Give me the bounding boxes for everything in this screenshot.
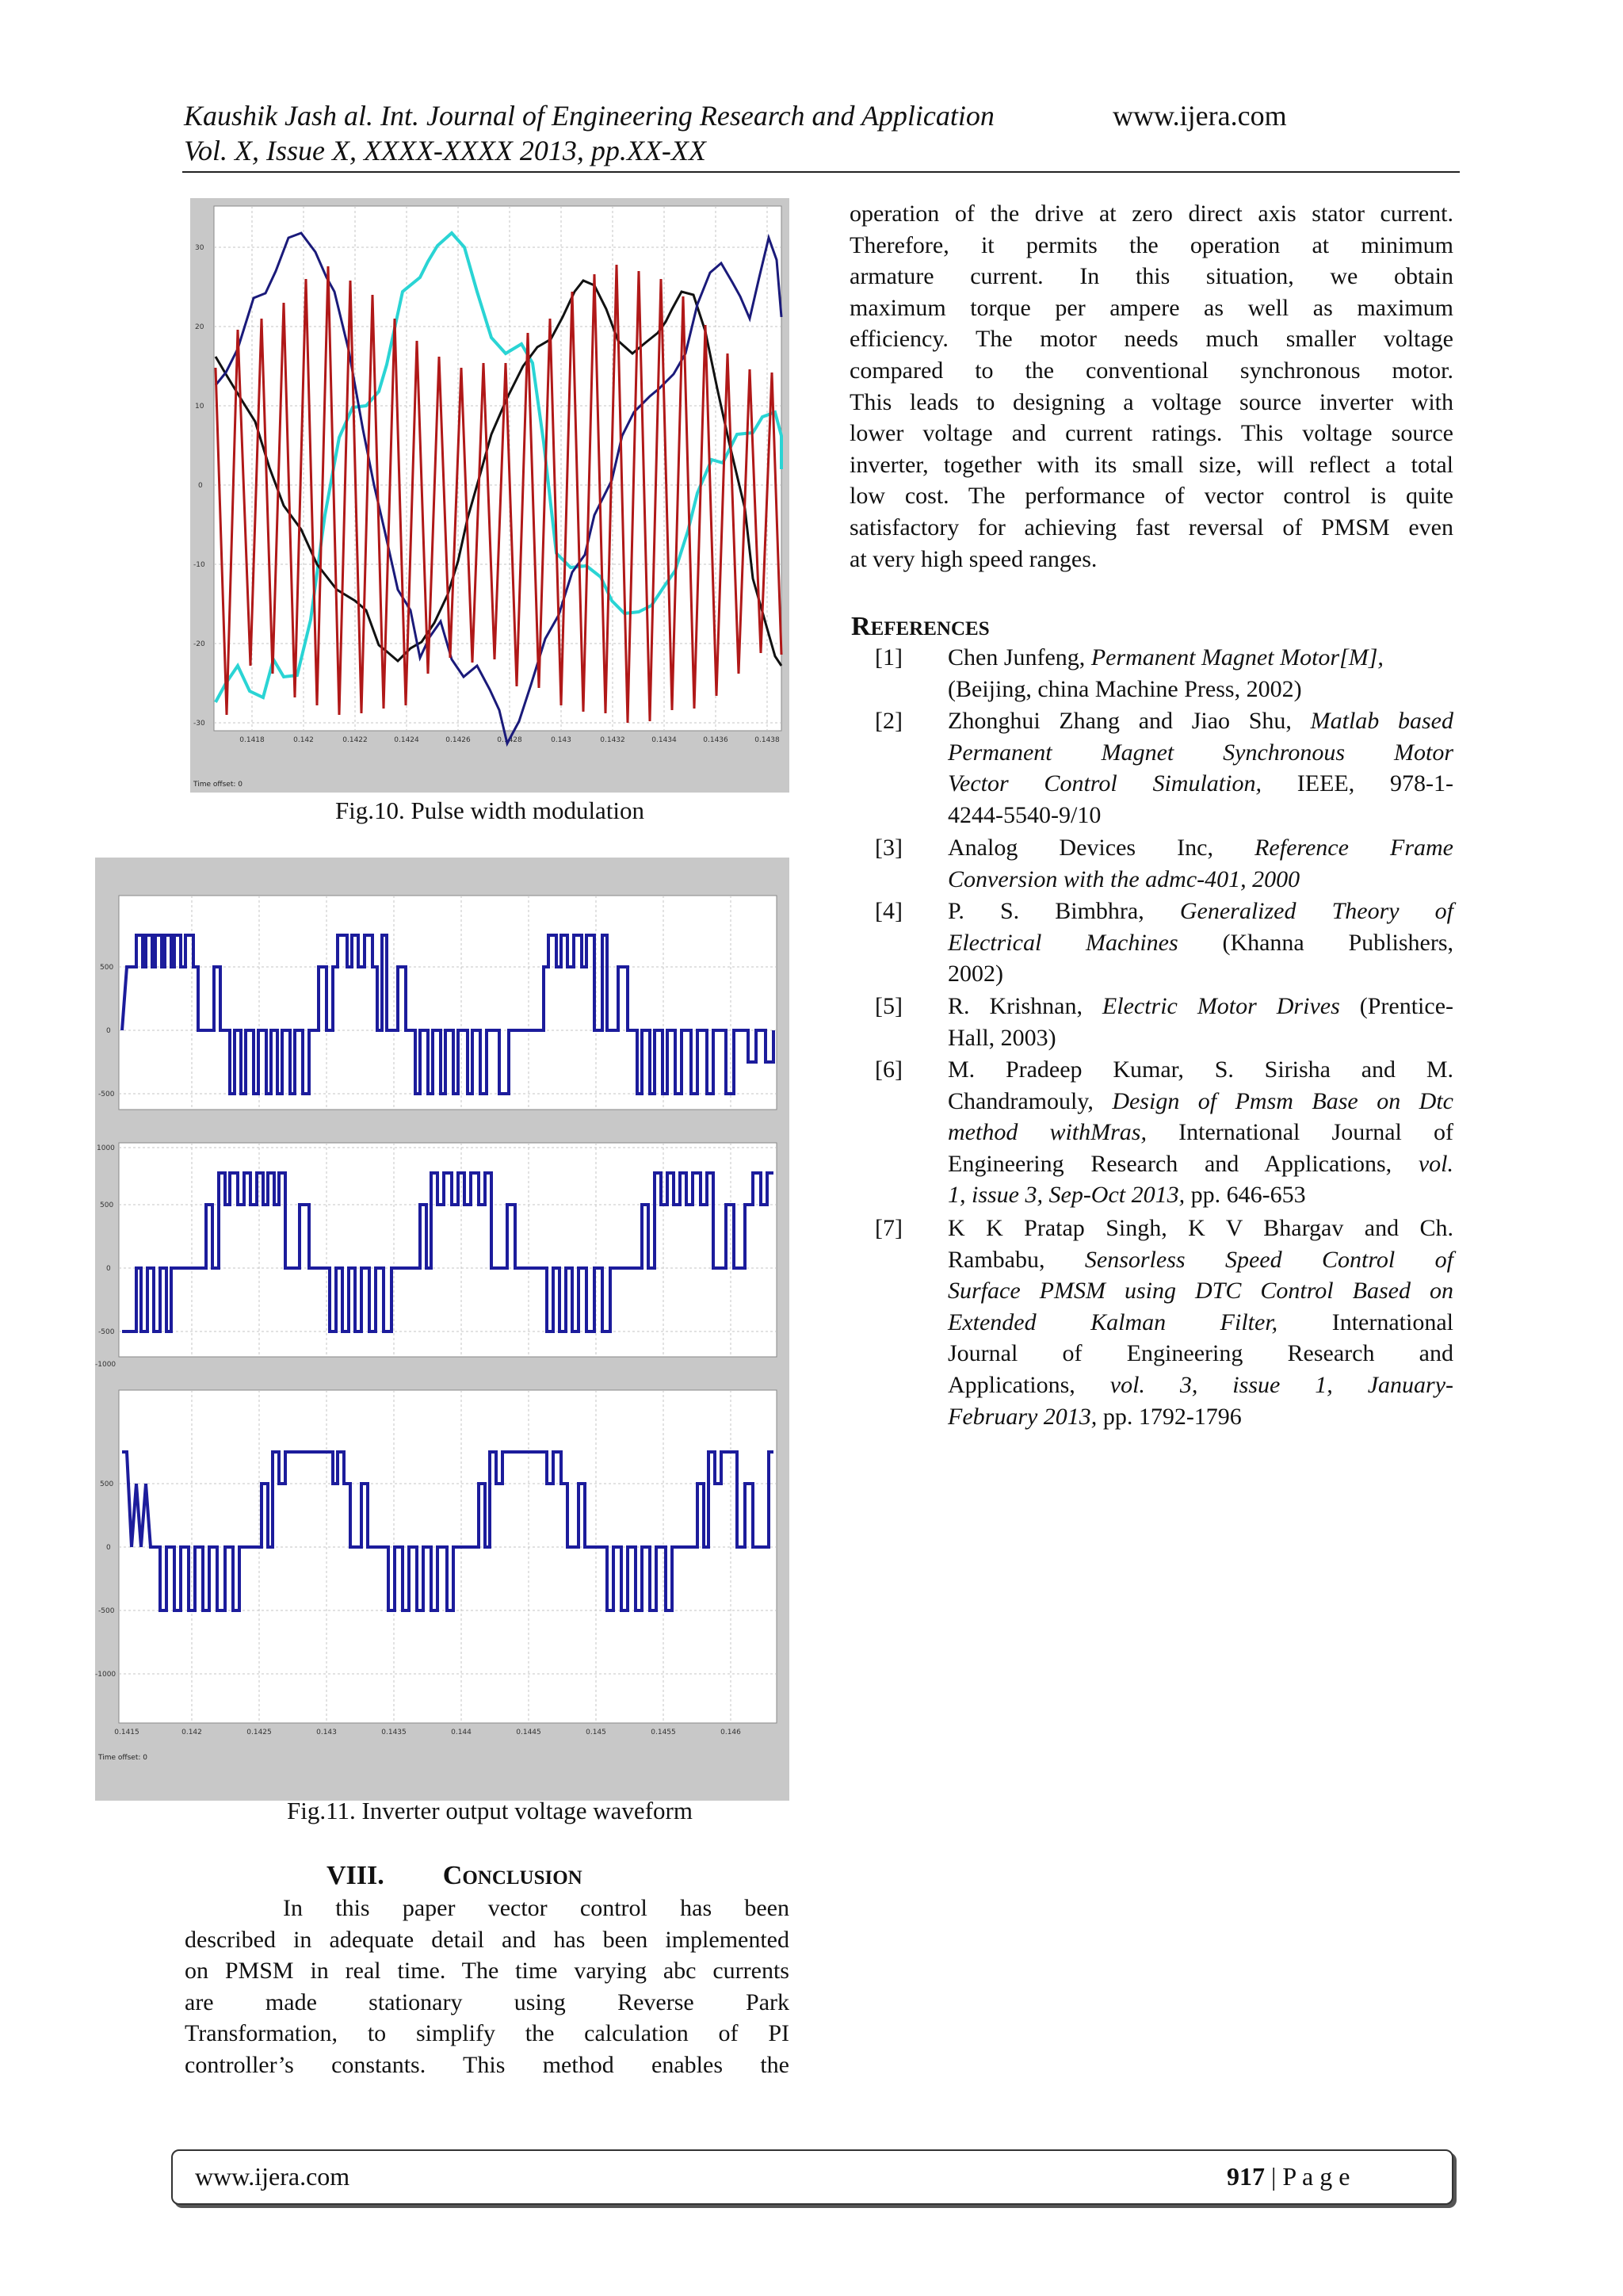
header-rule [182,171,1460,173]
reference-text: (Prentice- [1339,993,1453,1019]
reference-text: Journal of Engineering Research and [948,1340,1453,1367]
reference-text: International [1277,1308,1453,1335]
body-line: operation of the drive at zero direct axis stator current. [850,201,1453,227]
conclusion-line: on PMSM in real time. The time varying abc currents [185,1958,789,1985]
fig10-y-tick: 0 [198,482,203,490]
running-header-journal: Kaushik Jash al. Int. Journal of Engineering Research and Application [184,100,995,132]
conclusion-title-rest: ONCLUSION [462,1867,582,1889]
figure-10-caption: Fig.10. Pulse width modulation [334,797,645,824]
reference-text: K K Pratap Singh, K V Bhargav and Ch. [948,1215,1453,1241]
fig10-x-tick: 0.1432 [600,736,625,744]
conclusion-line: In this paper vector control has been [283,1895,789,1921]
page-label: P a g e [1282,2162,1350,2191]
fig10-y-tick: 10 [195,403,204,411]
fig10-x-tick: 0.1426 [445,736,471,744]
reference-text: pp. 1792-1796 [1097,1403,1242,1430]
reference-text: Rambabu, [948,1246,1085,1273]
reference-number: [3] [875,835,903,861]
reference-number: [7] [875,1215,903,1241]
page-separator: | [1265,2162,1283,2191]
conclusion-line: described in adequate detail and has been implemented [185,1926,789,1953]
reference-title: Conversion with the admc-401, 2000 [948,865,1300,892]
fig11-x-tick: 0.143 [316,1729,337,1736]
fig11-panel-1 [119,896,777,1110]
body-line: Therefore, it permits the operation at minimum [850,231,1453,258]
fig11-x-tick: 0.1445 [516,1729,541,1736]
reference-number: [6] [875,1056,903,1083]
references-heading [851,610,990,645]
body-line: low cost. The performance of vector control is quite [850,483,1453,510]
reference-number: [1] [875,644,903,670]
page-number: 917 [1227,2162,1265,2191]
reference-number: [2] [875,708,903,734]
reference-title: Permanent Magnet Synchronous Motor [948,739,1453,766]
fig10-y-tick: 20 [195,323,204,331]
fig10-y-tick: -30 [193,720,205,728]
reference-venue: vol. 3, issue 1, January- [1109,1371,1453,1398]
fig10-x-tick: 0.143 [551,736,571,744]
footer-website[interactable]: www.ijera.com [195,2162,350,2191]
fig10-y-tick: 30 [195,244,204,252]
reference-text: M. Pradeep Kumar, S. Sirisha and M. [948,1056,1453,1083]
fig11-panel-1-y-ticks [98,964,115,1098]
conclusion-paragraph [185,1893,789,2081]
body-line: satisfactory for achieving fast reversal of PMSM even [850,514,1453,541]
body-line: compared to the conventional synchronous motor. [850,357,1453,384]
fig11-y-tick: 0 [106,1027,111,1035]
reference-title: Sensorless Speed Control of [1084,1246,1453,1273]
reference-title: Permanent Magnet Motor[M], [1090,644,1384,670]
conclusion-line: Transformation, to simplify the calculation of PI [185,2020,789,2047]
fig11-y-tick: 0 [106,1265,111,1273]
fig11-time-offset: Time offset: 0 [98,1754,147,1762]
body-line: efficiency. The motor needs much smaller voltage [850,326,1453,353]
reference-title: Vector Control Simulation, [948,770,1262,797]
reference-number: [4] [875,898,903,924]
body-line: armature current. In this situation, we obtain [850,263,1453,290]
fig11-x-ticks [114,1729,741,1736]
fig11-panel-3-y-ticks [95,1480,116,1679]
fig10-x-tick: 0.142 [293,736,314,744]
reference-text: Applications, [948,1371,1110,1398]
body-line: This leads to designing a voltage source inverter with [850,388,1453,415]
fig11-y-tick: 500 [100,1480,114,1488]
reference-text: R. Krishnan, [948,993,1102,1019]
running-header-volume: Vol. X, Issue X, XXXX-XXXX 2013, pp.XX-XX [184,135,706,166]
reference-title: Reference Frame [1254,835,1453,861]
right-column-paragraph [850,198,1453,575]
fig11-y-tick: -1000 [95,1361,116,1369]
reference-text: pp. 646-653 [1185,1182,1306,1209]
reference-venue: vol. [1418,1150,1453,1177]
conclusion-title-initial: C [442,1861,463,1890]
fig11-y-tick: 0 [106,1544,111,1552]
fig10-x-tick: 0.1434 [651,736,677,744]
fig10-x-tick: 0.1424 [394,736,419,744]
references-title-initial: R [851,612,871,641]
reference-title: Electric Motor Drives [1102,993,1340,1019]
reference-title: Extended Kalman Filter, [948,1308,1278,1335]
reference-title: Generalized Theory of [1179,898,1453,924]
fig11-y-tick: -500 [98,1328,115,1336]
conclusion-line: controller’s constants. This method enables the [185,2051,789,2078]
fig10-x-tick: 0.1418 [239,736,265,744]
fig10-time-offset: Time offset: 0 [193,781,242,789]
fig11-x-tick: 0.144 [451,1729,472,1736]
fig11-x-tick: 0.1455 [651,1729,676,1736]
reference-title: Electrical Machines [948,929,1178,956]
fig10-y-tick: -20 [193,640,205,648]
conclusion-heading [327,1859,582,1894]
reference-text: P. S. Bimbhra, [948,898,1180,924]
reference-title: Design of Pmsm Base on Dtc [1112,1087,1453,1114]
reference-venue: 1, issue 3, Sep-Oct 2013, [948,1182,1186,1209]
references-title-rest: EFERENCES [870,618,990,640]
reference-text: (Beijing, china Machine Press, 2002) [948,675,1302,702]
reference-text: 2002) [948,961,1003,988]
body-line: lower voltage and current ratings. This voltage source [850,420,1453,447]
reference-text: Analog Devices Inc, [948,835,1255,861]
reference-text: Hall, 2003) [948,1024,1056,1051]
fig11-x-tick: 0.1415 [114,1729,139,1736]
figure-10-pwm-plot [190,198,789,793]
fig10-y-ticks [193,244,205,728]
fig11-x-tick: 0.145 [586,1729,606,1736]
fig11-y-tick: -500 [98,1607,115,1615]
reference-number: [5] [875,993,903,1019]
fig11-x-tick: 0.142 [181,1729,202,1736]
reference-text: IEEE, 978-1- [1261,770,1453,797]
reference-text: Zhonghui Zhang and Jiao Shu, [948,708,1311,734]
fig10-x-tick: 0.1438 [754,736,780,744]
reference-text: (Khanna Publishers, [1178,929,1454,956]
reference-text: Engineering Research and Applications, [948,1150,1419,1177]
figure-11-svg [95,858,789,1801]
footer-page-indicator [1227,2160,1350,2192]
reference-text: 4244-5540-9/10 [948,801,1102,828]
reference-text: International Journal of [1146,1119,1453,1146]
reference-venue: February 2013, [948,1403,1098,1430]
fig11-y-tick: -500 [98,1091,115,1098]
reference-text: Chandramouly, [948,1087,1113,1114]
fig10-y-tick: -10 [193,561,205,569]
fig11-panel-2-y-ticks [95,1144,116,1369]
body-line: maximum torque per ampere as well as maximum [850,294,1453,321]
fig10-x-tick: 0.1436 [703,736,728,744]
fig11-y-tick: 500 [100,964,114,972]
reference-title: Matlab based [1310,708,1453,734]
body-line: inverter, together with its small size, will reflect a total [850,451,1453,478]
figure-10-svg [190,198,789,793]
conclusion-numeral: VIII. [327,1861,384,1890]
fig11-x-tick: 0.146 [720,1729,741,1736]
conclusion-line: are made stationary using Reverse Park [185,1988,789,2015]
reference-title: method withMras, [948,1119,1147,1146]
fig10-x-tick: 0.1428 [497,736,522,744]
reference-text: Chen Junfeng, [948,644,1091,670]
body-line: at very high speed ranges. [850,545,1098,572]
fig11-y-tick: -1000 [95,1671,116,1679]
fig11-x-tick: 0.1435 [381,1729,407,1736]
fig10-x-tick: 0.1422 [342,736,368,744]
figure-11-caption: Fig.11. Inverter output voltage waveform [287,1797,693,1824]
fig11-y-tick: 500 [100,1201,114,1209]
fig11-x-tick: 0.1425 [246,1729,272,1736]
fig11-y-tick: 1000 [97,1144,115,1152]
figure-11-inverter-voltage [95,858,789,1801]
running-header-website[interactable]: www.ijera.com [1113,100,1287,132]
reference-title: Surface PMSM using DTC Control Based on [948,1278,1453,1305]
